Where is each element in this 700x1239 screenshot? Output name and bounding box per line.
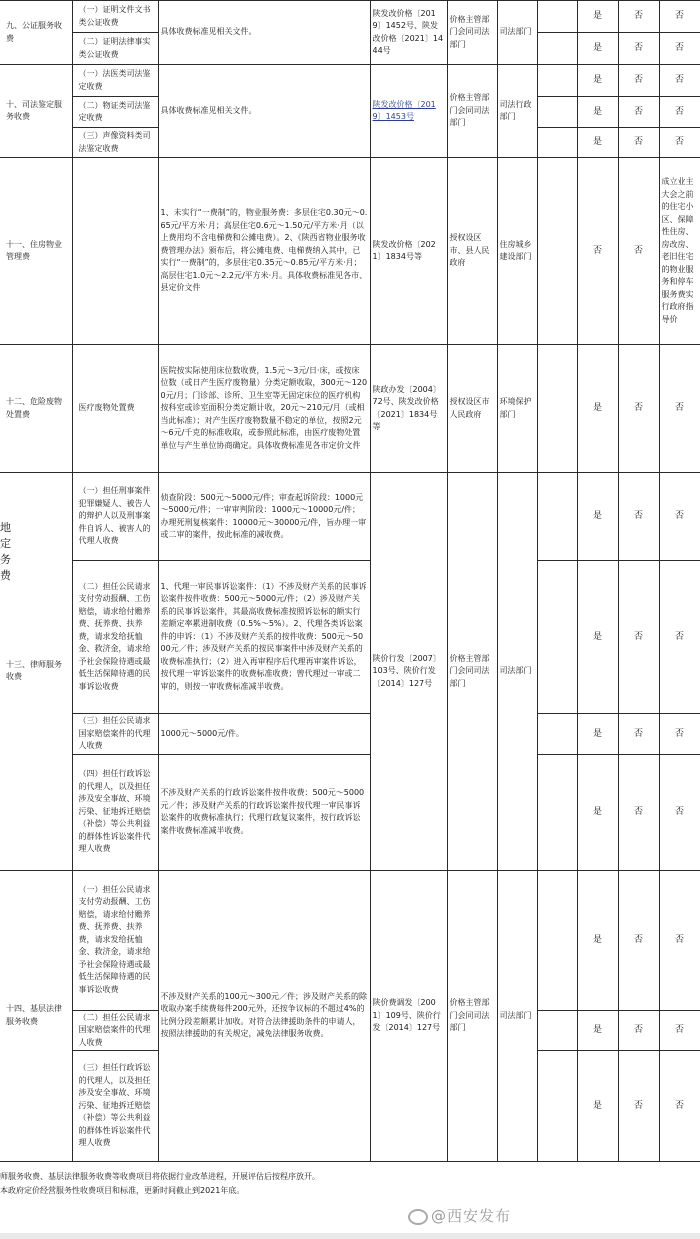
flag-cell: 否	[618, 1051, 659, 1162]
department-cell: 住房城乡建设部门	[497, 158, 537, 345]
table-row	[0, 158, 700, 345]
standard-cell: 侦查阶段：500元～5000元/件；审查起诉阶段：1000元～5000元/件；一审审判阶段：1000元～10000元/件；办理死刑复核案件：10000元～30000元/件，旨办理一审或二审的案件，按此标准的减收费。	[158, 473, 370, 561]
flag-cell: 否	[659, 97, 700, 128]
flag-cell: 否	[618, 158, 659, 345]
subcategory-cell: （一）担任刑事案件犯罪嫌疑人、被告人的辩护人以及刑事案件自诉人、被害人的代理人收费	[72, 473, 158, 561]
flag-cell: 否	[659, 345, 700, 473]
authority-cell: 价格主管部门会同司法部门	[447, 870, 497, 1162]
authority-cell: 价格主管部门会同司法部门	[447, 1, 497, 65]
flag-cell: 是	[577, 1, 618, 33]
flag-cell: 否	[618, 754, 659, 870]
flag-cell: 否	[618, 473, 659, 561]
document-cell: 陕价行发〔2007〕103号、陕价行发〔2014〕127号	[370, 473, 447, 871]
subcategory-cell: （四）担任行政诉讼的代理人，以及担任涉及安全事故、环境污染、征地拆迁赔偿（补偿）等公共利益的群体性诉讼案件代理人收费	[72, 754, 158, 870]
flag-cell: 否	[618, 33, 659, 65]
flag-cell: 否	[618, 870, 659, 1010]
standard-cell: 具体收费标准见相关文件。	[158, 1, 370, 65]
document-cell: 陕价费调发〔2001〕109号、陕价行发〔2014〕127号	[370, 870, 447, 1162]
table-row	[0, 345, 700, 473]
flag-cell: 是	[577, 870, 618, 1010]
flag-cell: 是	[577, 1051, 618, 1162]
table-row	[0, 714, 700, 755]
subcategory-cell: （一）法医类司法鉴定收费	[72, 65, 158, 97]
category-cell: 十二、危险废物处置费	[0, 345, 72, 473]
category-cell: 九、公证服务收费	[0, 1, 72, 65]
side-label-char: 定	[0, 537, 11, 550]
flag-cell: 否	[659, 714, 700, 755]
flag-cell: 是	[577, 561, 618, 714]
subcategory-cell: （二）物证类司法鉴定收费	[72, 97, 158, 128]
flag-cell: 否	[577, 158, 618, 345]
weibo-icon	[408, 1209, 428, 1225]
footnote: 本政府定价经营服务性收费项目和标准，更新时间截止到2021年底。	[0, 1186, 245, 1195]
standard-cell: 不涉及财产关系的100元～300元／件；涉及财产关系的除收取办案手续费每件200元外，还按争议标的不超过4%的比例分段差额累计加收。对符合法律援助条件的申请人，按照法律援助的有关规定，减免法律服务收费。	[158, 870, 370, 1162]
watermark-text: @西安发布	[431, 1207, 512, 1225]
standard-cell: 具体收费标准见相关文件。	[158, 65, 370, 158]
department-cell: 环境保护部门	[497, 345, 537, 473]
subcategory-cell: （二）担任公民请求国家赔偿案件的代理人收费	[72, 1010, 158, 1051]
subcategory-cell: （三）担任公民请求国家赔偿案件的代理人收费	[72, 714, 158, 755]
flag-cell: 是	[577, 97, 618, 128]
table-row	[0, 473, 700, 561]
standard-cell: 不涉及财产关系的行政诉讼案件按件收费：500元～5000元／件；涉及财产关系的行政诉讼案件按代理一审民事诉讼案件的收费标准执行；代理行政复议案件，按行政诉讼案件收费标准减半收费。	[158, 754, 370, 870]
category-cell: 十一、住房物业管理费	[0, 158, 72, 345]
table-row	[0, 754, 700, 870]
table-row	[0, 870, 700, 1010]
table-row	[0, 1, 700, 33]
flag-cell: 否	[659, 473, 700, 561]
flag-cell: 否	[659, 33, 700, 65]
document-cell: 陕政办发〔2004〕72号、陕发改价格〔2021〕1834号等	[370, 345, 447, 473]
department-cell: 司法部门	[497, 1, 537, 65]
subcategory-cell: （二）证明法律事实类公证收费	[72, 33, 158, 65]
document-cell: 陕发改价格〔2021〕1834号等	[370, 158, 447, 345]
side-category-label	[0, 520, 10, 584]
flag-cell: 否	[659, 1051, 700, 1162]
department-cell: 司法部门	[497, 473, 537, 871]
flag-cell: 是	[577, 473, 618, 561]
department-cell: 司法部门	[497, 870, 537, 1162]
category-cell: 十、司法鉴定服务收费	[0, 65, 72, 158]
flag-cell: 否	[618, 345, 659, 473]
flag-cell: 否	[659, 1, 700, 33]
flag-cell: 是	[577, 128, 618, 158]
flag-cell: 否	[618, 714, 659, 755]
flag-cell: 否	[618, 1010, 659, 1051]
flag-cell: 否	[618, 128, 659, 158]
flag-cell: 是	[577, 65, 618, 97]
subcategory-cell: （二）担任公民请求支付劳动报酬、工伤赔偿，请求给付赡养费、抚养费、扶养费，请求发给抚恤金、救济金，请求给予社会保险待遇或最低生活保障待遇的民事诉讼收费	[72, 561, 158, 714]
authority-cell: 授权设区市人民政府	[447, 345, 497, 473]
flag-cell: 否	[659, 754, 700, 870]
standard-cell: 1、未实行“一费制”的，物业服务费：多层住宅0.30元～0.65元/平方米·月；高层住宅0.6元～1.50元/平方米·月（以上费用均不含电梯费和公摊电费）。2、《陕西省物业服务收费管理办法》颁布后，将公摊电费、电梯费纳入其中，已实行“一费制”的，多层住宅0.35元～0.85元/平方米·月；高层住宅1.0元～2.2元/平方米·月。具体收费标准见各市、县定价文件	[158, 158, 370, 345]
subcategory-cell: 医疗废物处置费	[72, 345, 158, 473]
table-row	[0, 65, 700, 97]
footnote: 师服务收费、基层法律服务收费等收费项目将依据行业改革进程，开展评估后按程序放开。	[0, 1172, 320, 1181]
flag-cell: 否	[618, 561, 659, 714]
authority-cell: 授权设区市、县人民政府	[447, 158, 497, 345]
category-cell: 十四、基层法律服务收费	[0, 870, 72, 1162]
side-label-char: 费	[0, 569, 11, 582]
flag-cell: 否	[659, 1010, 700, 1051]
document-link[interactable]: 陕发改价格〔2019〕1453号	[372, 99, 436, 121]
flag-cell: 否	[659, 65, 700, 97]
authority-cell: 价格主管部门会同司法部门	[447, 473, 497, 871]
flag-cell: 是	[577, 714, 618, 755]
standard-cell: 1、代理一审民事诉讼案件：（1）不涉及财产关系的民事诉讼案件按件收费：500元～5000元/件；（2）涉及财产关系的民事诉讼案件，其最高收费标准按照诉讼标的额实行差额定率累进制收费（0.5%～5%）。2、代理各类诉讼案件的申诉：（1）不涉及财产关系的按件收费：500元～5000元／件；涉及财产关系的按民事案件中涉及财产关系的收费标准执行；（2）进入再审程序后代理再审案件诉讼，按代理一审诉讼案件的收费标准收费；曾代理过一审或二审的，则按一审收费标准减半收费。	[158, 561, 370, 714]
standard-cell: 1000元～5000元/件。	[158, 714, 370, 755]
document-cell	[370, 65, 447, 158]
subcategory-cell: （一）担任公民请求支付劳动报酬、工伤赔偿，请求给付赡养费、抚养费、扶养费，请求发给抚恤金、救济金，请求给予社会保险待遇或最低生活保障待遇的民事诉讼收费	[72, 870, 158, 1010]
flag-cell: 是	[577, 33, 618, 65]
bottom-edge	[0, 1233, 700, 1239]
category-cell: 十三、律师服务收费	[0, 473, 72, 871]
subcategory-cell: （三）声像资料类司法鉴定收费	[72, 128, 158, 158]
flag-cell: 否	[618, 65, 659, 97]
side-label-char: 地	[0, 521, 11, 534]
side-label-char: 务	[0, 553, 11, 566]
flag-cell: 否	[659, 561, 700, 714]
flag-cell: 否	[618, 97, 659, 128]
subcategory-cell: （三）担任行政诉讼的代理人，以及担任涉及安全事故、环境污染、征地拆迁赔偿（补偿）等公共利益的群体性诉讼案件代理人收费	[72, 1051, 158, 1162]
standard-cell: 医院按实际使用床位数收费，1.5元～3元/日·床，或按床位数（或日产生医疗废物量）分类定额收取，300元～1200元/月；门诊部、诊所、卫生室等无固定床位的医疗机构按科室或诊室面积分类定额计收，20元～210元/月（或相当此标准）；对产生医疗废物数量不稳定的单位，按照2元～6元/千克的标准收取，或参照此标准，由医疗废物处置单位与产生单位协商确定。具体收费标准见各市定价文件	[158, 345, 370, 473]
department-cell: 司法行政部门	[497, 65, 537, 158]
flag-cell: 否	[659, 128, 700, 158]
note-cell: 成立业主大会之前的住宅小区、保障性住房、房改房、老旧住宅的物业服务和停车服务费实行政府指导价	[659, 158, 700, 345]
table-row	[0, 561, 700, 714]
flag-cell: 否	[659, 870, 700, 1010]
document-cell: 陕发改价格〔2019〕1452号、陕发改价格〔2021〕1444号	[370, 1, 447, 65]
footnotes	[0, 1170, 700, 1198]
watermark	[408, 1205, 511, 1226]
authority-cell: 价格主管部门会同司法部门	[447, 65, 497, 158]
flag-cell: 是	[577, 345, 618, 473]
flag-cell: 否	[618, 1, 659, 33]
flag-cell: 是	[577, 1010, 618, 1051]
subcategory-cell: （一）证明文件文书类公证收费	[72, 1, 158, 33]
flag-cell: 是	[577, 754, 618, 870]
